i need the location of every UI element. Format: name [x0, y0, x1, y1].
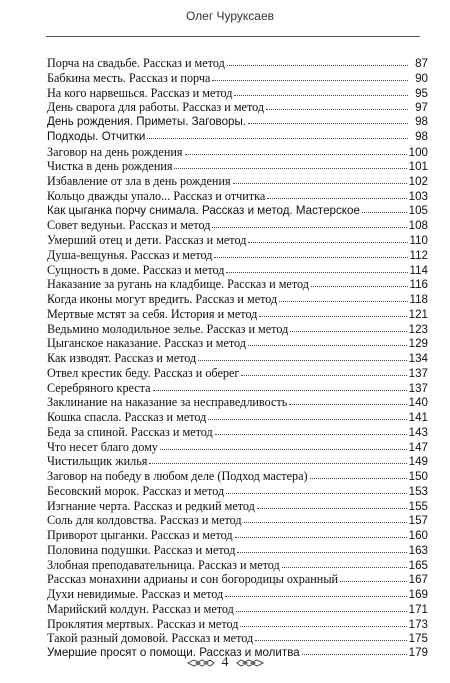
toc-entry-page: 137 [408, 381, 428, 395]
toc-entry-title: Ведьмино молодильное зелье. Рассказ и метод [47, 321, 289, 336]
toc-entry-page: 150 [408, 470, 428, 483]
page-footer [0, 652, 450, 674]
toc-entry-title: Как изводят. Рассказ и метод [47, 351, 197, 365]
toc-dot-leader [215, 426, 407, 435]
toc-entry[interactable] [47, 469, 428, 484]
toc-dot-leader [208, 411, 406, 420]
toc-entry[interactable] [47, 292, 428, 307]
toc-entry-page: 98 [415, 115, 428, 128]
toc-entry-title: Отвел крестик беду. Рассказ и оберег [47, 365, 240, 380]
toc-entry[interactable] [47, 100, 428, 115]
toc-entry-page: 143 [408, 425, 428, 439]
toc-entry-page: 103 [408, 189, 428, 203]
toc-entry-title: На кого нарвешься. Рассказ и метод [47, 85, 233, 100]
toc-dot-leader [248, 337, 407, 346]
toc-entry-title: Изгнание черта. Рассказ и редкий метод [47, 498, 255, 513]
toc-dot-leader [279, 293, 407, 302]
toc-entry-title: Соль для колдовства. Рассказ и метод [47, 513, 242, 528]
toc-dot-leader [185, 146, 407, 155]
toc-entry-page: 116 [409, 278, 428, 292]
toc-dot-leader [362, 204, 407, 213]
toc-entry[interactable] [47, 204, 428, 219]
toc-entry-page: 169 [408, 588, 428, 601]
toc-dot-leader [174, 160, 406, 169]
toc-entry-page: 137 [408, 366, 428, 380]
toc-entry-page: 160 [408, 529, 428, 542]
toc-dot-leader [267, 190, 406, 199]
toc-entry[interactable] [47, 602, 428, 617]
toc-dot-leader [310, 470, 407, 479]
toc-entry-page: 112 [409, 248, 428, 262]
toc-entry-page: 87 [415, 57, 428, 70]
toc-dot-leader [226, 264, 407, 273]
toc-dot-leader [147, 130, 408, 139]
toc-entry[interactable] [47, 218, 428, 233]
toc-entry[interactable] [47, 395, 428, 410]
toc-entry-page: 102 [408, 175, 428, 188]
toc-dot-leader [198, 352, 406, 361]
toc-entry[interactable] [47, 263, 428, 278]
toc-dot-leader [160, 441, 407, 450]
toc-entry-title: Беда за спиной. Рассказ и метод [47, 424, 213, 439]
toc-dot-leader [240, 618, 406, 627]
toc-dot-leader [290, 323, 406, 332]
toc-entry[interactable] [47, 366, 428, 381]
toc-entry-title: Умерший отец и дети. Рассказ и метод [47, 233, 247, 247]
toc-entry-title: День сварога для работы. Рассказ и метод [47, 100, 265, 115]
toc-entry-page: 173 [408, 617, 428, 631]
toc-entry-title: Злобная преподавательница. Рассказ и метод [47, 557, 280, 572]
toc-entry[interactable] [47, 56, 428, 71]
toc-entry-title: Сущность в доме. Рассказ и метод [47, 262, 225, 277]
toc-entry-title: Рассказ монахини адрианы и сон богородицы охранный [47, 572, 339, 587]
toc-dot-leader [212, 72, 408, 81]
toc-dot-leader [257, 500, 407, 509]
toc-entry[interactable] [47, 381, 428, 396]
toc-entry-page: 155 [408, 499, 428, 513]
toc-entry-page: 171 [408, 602, 428, 616]
toc-entry-title: Что несет благо дому [47, 439, 158, 454]
toc-entry-title: Чистка в день рождения [47, 159, 173, 174]
toc-entry-page: 97 [415, 101, 428, 115]
toc-entry[interactable] [47, 484, 428, 499]
toc-entry[interactable] [47, 440, 428, 455]
toc-entry[interactable] [47, 513, 428, 528]
toc-entry-page: 134 [408, 352, 428, 365]
toc-entry-page: 108 [408, 219, 428, 233]
toc-entry-title: Душа-вещунья. Рассказ и метод [47, 247, 213, 262]
toc-entry[interactable] [47, 322, 428, 337]
toc-dot-leader [149, 455, 406, 464]
toc-entry[interactable] [47, 587, 428, 602]
toc-dot-leader [212, 219, 406, 228]
toc-dot-leader [153, 382, 407, 391]
toc-entry-page: 167 [408, 573, 428, 587]
toc-entry[interactable] [47, 130, 428, 145]
toc-entry-title: Умершие просят о помощи. Рассказ и молитва [47, 646, 300, 659]
toc-entry-title: Порча на свадьбе. Рассказ и метод [47, 56, 225, 70]
toc-entry[interactable] [47, 617, 428, 632]
toc-entry-page: 157 [408, 514, 428, 528]
toc-dot-leader [340, 573, 407, 582]
toc-dot-leader [236, 603, 407, 612]
toc-entry-page: 118 [409, 293, 428, 306]
toc-entry-page: 149 [408, 455, 428, 469]
toc-dot-leader [234, 87, 408, 96]
header-rule [46, 36, 420, 37]
toc-entry-page: 123 [408, 322, 428, 336]
toc-entry-page: 129 [408, 337, 428, 351]
ornament-right-icon [235, 658, 265, 668]
toc-entry[interactable] [47, 631, 428, 646]
toc-entry-title: Серебряного креста [47, 380, 151, 395]
toc-dot-leader [248, 234, 407, 243]
toc-entry[interactable] [47, 233, 428, 248]
toc-entry[interactable] [47, 307, 428, 322]
toc-entry[interactable] [47, 351, 428, 366]
toc-entry-title: Духи невидимые. Рассказ и метод [47, 587, 224, 601]
toc-entry-page: 110 [409, 234, 428, 247]
toc-entry-page: 141 [408, 411, 428, 424]
toc-dot-leader [226, 485, 407, 494]
toc-entry-page: 90 [415, 71, 428, 85]
toc-entry[interactable] [47, 277, 428, 292]
toc-entry[interactable] [47, 543, 428, 558]
toc-dot-leader [248, 115, 408, 124]
toc-entry-title: Мертвые мстят за себя. История и метод [47, 306, 258, 321]
toc-entry-title: Кошка спасла. Рассказ и метод [47, 410, 207, 424]
toc-entry-page: 98 [415, 129, 428, 143]
toc-entry-title: Проклятия мертвых. Рассказ и метод [47, 616, 239, 631]
toc-entry[interactable] [47, 71, 428, 86]
toc-dot-leader [266, 101, 408, 110]
toc-dot-leader [311, 278, 408, 287]
toc-entry-title: Чистильщик жилья [47, 454, 148, 469]
toc-entry-page: 101 [408, 160, 428, 174]
toc-entry-title: Приворот цыганки. Рассказ и метод [47, 528, 233, 542]
toc-dot-leader [244, 514, 407, 523]
toc-entry-page: 105 [408, 203, 428, 217]
toc-entry-page: 100 [408, 145, 428, 159]
toc-entry[interactable] [47, 572, 428, 587]
toc-entry-page: 153 [408, 484, 428, 498]
toc-entry[interactable] [47, 174, 428, 189]
ornament-left-icon [186, 658, 216, 668]
toc-entry-title: Бабкина месть. Рассказ и порча [47, 70, 211, 85]
toc-entry-page: 163 [408, 543, 428, 557]
toc-dot-leader [282, 559, 407, 568]
toc-entry-title: Марийский колдун. Рассказ и метод [47, 601, 234, 616]
toc-entry-title: Наказание за ругань на кладбище. Рассказ и метод [47, 277, 309, 292]
toc-dot-leader [235, 529, 407, 538]
toc-entry[interactable] [47, 159, 428, 174]
toc-dot-leader [259, 308, 406, 317]
toc-entry-title: Половина подушки. Рассказ и метод [47, 542, 236, 557]
toc-entry[interactable] [47, 336, 428, 351]
toc-entry-title: Цыганское наказание. Рассказ и метод [47, 336, 246, 351]
table-of-contents [47, 56, 428, 661]
toc-entry-title: Как цыганка порчу снимала. Рассказ и метод. Мастерское [47, 203, 360, 217]
toc-entry-title: Заклинание на наказание за несправедливость [47, 395, 288, 410]
toc-entry-title: Кольцо дважды упало... Рассказ и отчитка [47, 188, 266, 203]
toc-entry-title: Подходы. Отчитки [47, 129, 146, 143]
toc-entry-title: Заговор на победу в любом деле (Подход мастера) [47, 469, 308, 483]
toc-entry-page: 147 [408, 440, 428, 454]
toc-entry[interactable] [47, 410, 428, 425]
toc-dot-leader [237, 544, 406, 553]
toc-entry-page: 95 [415, 86, 428, 100]
toc-entry-title: День рождения. Приметы. Заговоры. [47, 115, 247, 128]
toc-entry-title: Когда иконы могут вредить. Рассказ и метод [47, 292, 278, 306]
toc-dot-leader [233, 175, 407, 184]
toc-dot-leader [214, 249, 407, 258]
toc-entry-title: Такой разный домовой. Рассказ и метод [47, 631, 254, 646]
toc-dot-leader [227, 57, 408, 66]
toc-entry-title: Заговор на день рождения [47, 144, 183, 159]
toc-entry-page: 165 [408, 558, 428, 572]
running-header: Олег Чуруксаев [185, 9, 275, 23]
toc-entry[interactable] [47, 189, 428, 204]
toc-entry-title: Избавление от зла в день рождения [47, 174, 231, 188]
toc-entry-title: Совет ведуньи. Рассказ и метод [47, 218, 211, 233]
toc-entry-page: 175 [408, 632, 428, 646]
toc-entry-page: 179 [408, 646, 428, 659]
toc-entry[interactable] [47, 115, 428, 130]
toc-entry[interactable] [47, 454, 428, 469]
toc-dot-leader [241, 367, 406, 376]
toc-entry-page: 114 [409, 263, 428, 277]
page-number: 4 [221, 655, 229, 670]
toc-entry[interactable] [47, 558, 428, 573]
toc-entry[interactable] [47, 145, 428, 160]
toc-entry-page: 121 [408, 307, 428, 321]
toc-entry-page: 140 [408, 396, 428, 410]
toc-entry[interactable] [47, 528, 428, 543]
toc-dot-leader [225, 588, 406, 597]
toc-entry[interactable] [47, 86, 428, 101]
toc-dot-leader [289, 396, 406, 405]
toc-entry[interactable] [47, 248, 428, 263]
toc-entry-title: Бесовский морок. Рассказ и метод [47, 483, 225, 498]
toc-dot-leader [255, 632, 406, 641]
toc-entry[interactable] [47, 499, 428, 514]
toc-entry[interactable] [47, 425, 428, 440]
